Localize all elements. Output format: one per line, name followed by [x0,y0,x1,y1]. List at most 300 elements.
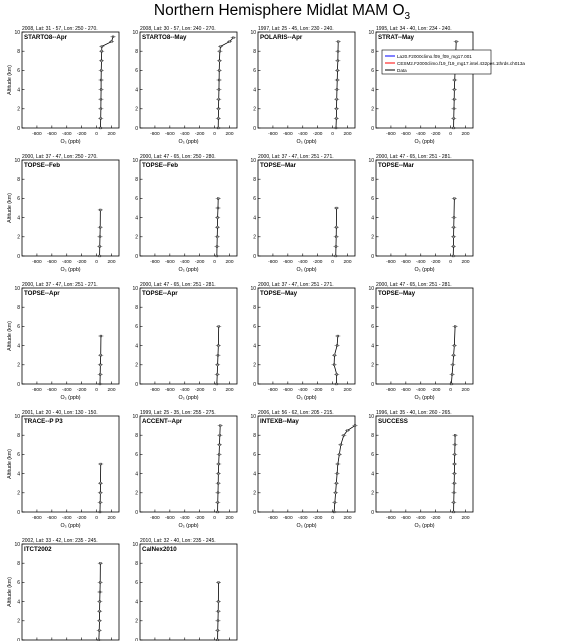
x-tick-label: 0 [95,132,98,137]
y-tick-label: 6 [371,324,374,331]
y-tick-label: 6 [17,452,20,459]
plot-frame [258,32,355,128]
x-tick-label: 200 [225,260,234,265]
y-tick-label: 10 [368,285,374,292]
chart-panel-5 [7,154,119,273]
x-tick-label: -200 [430,132,441,137]
campaign-label: TOPSE--Mar [260,162,296,169]
x-tick-label: -200 [312,132,323,137]
chart-panel-13 [7,410,119,529]
x-tick-label: -200 [76,388,87,393]
legend-entry: La20.F2000climo.f09_f09_mg17.001 [397,53,472,59]
x-tick-label: 200 [343,132,352,137]
y-tick-label: 10 [132,541,138,548]
x-axis-label: O₃ (ppb) [296,395,317,401]
chart-panel-6 [132,154,237,273]
x-tick-label: -200 [194,516,205,521]
chart-panel-8 [368,154,473,273]
campaign-label: POLARIS--Apr [260,34,303,41]
y-tick-label: 6 [135,452,138,459]
x-axis-label: O₃ (ppb) [414,139,435,145]
y-tick-label: 0 [135,253,138,260]
y-tick-label: 10 [132,29,138,36]
y-tick-label: 2 [135,490,138,497]
panel-header: 2008, Lat: 31 - 57, Lon: 250 - 270. [22,26,98,32]
y-tick-label: 2 [17,234,20,241]
y-tick-label: 6 [17,196,20,203]
y-tick-label: 6 [253,324,256,331]
campaign-label: CalNex2010 [142,546,177,553]
y-tick-label: 8 [371,177,374,183]
panel-header: 2000, Lat: 47 - 65, Lon: 250 - 280. [140,154,216,160]
y-tick-label: 0 [371,253,374,260]
panel-header: 2000, Lat: 37 - 47, Lon: 250 - 270. [22,154,98,160]
plot-frame [376,160,473,256]
x-axis-label: O₃ (ppb) [414,395,435,401]
x-tick-label: 0 [95,516,98,521]
x-tick-label: -800 [150,132,160,137]
x-tick-label: -800 [32,388,42,393]
x-axis-label: O₃ (ppb) [60,267,81,273]
x-tick-label: -800 [268,132,278,137]
y-tick-label: 4 [17,471,20,478]
campaign-label: INTEXB--May [260,418,299,425]
y-tick-label: 6 [135,580,138,587]
x-tick-label: -400 [297,132,308,137]
x-tick-label: -800 [150,388,160,393]
x-tick-label: 200 [107,132,116,137]
x-tick-label: 200 [343,388,352,393]
panel-header: 2000, Lat: 37 - 47, Lon: 251 - 271. [258,282,334,288]
panel-header: 2006, Lat: 56 - 62, Lon: 205 - 215. [258,410,334,416]
y-tick-label: 8 [17,433,20,439]
campaign-label: STRAT--May [378,34,414,41]
panel-header: 2000, Lat: 47 - 65, Lon: 251 - 281. [376,282,452,288]
y-tick-label: 4 [135,471,138,478]
x-tick-label: 0 [213,260,216,265]
y-tick-label: 4 [135,599,138,606]
y-tick-label: 6 [371,68,374,75]
x-tick-label: -400 [415,388,426,393]
x-tick-label: -600 [283,132,293,137]
y-tick-label: 8 [371,49,374,55]
plot-frame [22,544,119,640]
legend [382,50,525,74]
y-tick-label: 8 [135,305,138,311]
x-tick-label: -400 [179,132,190,137]
campaign-label: TOPSE--Feb [142,162,178,169]
x-tick-label: -400 [61,260,72,265]
panel-header: 1999, Lat: 25 - 35, Lon: 255 - 275. [140,410,216,416]
x-tick-label: 200 [225,388,234,393]
y-tick-label: 8 [135,177,138,183]
campaign-label: TOPSE--May [378,290,416,297]
chart-panel-4 [368,26,473,145]
x-tick-label: 200 [461,516,470,521]
chart-panel-12 [368,282,473,401]
y-tick-label: 6 [17,580,20,587]
x-axis-label: O₃ (ppb) [60,139,81,145]
y-tick-label: 0 [17,125,20,132]
plot-frame [376,288,473,384]
x-tick-label: 200 [461,132,470,137]
y-tick-label: 4 [253,87,256,94]
y-axis-label: Altitude (km) [7,577,13,607]
x-tick-label: 0 [449,260,452,265]
x-tick-label: 0 [331,516,334,521]
y-tick-label: 0 [371,125,374,132]
y-tick-label: 6 [253,196,256,203]
y-tick-label: 4 [135,87,138,94]
y-tick-label: 2 [17,362,20,369]
y-tick-label: 10 [368,29,374,36]
x-tick-label: 0 [331,388,334,393]
x-tick-label: -400 [297,516,308,521]
x-axis-label: O₃ (ppb) [296,267,317,273]
y-axis-label: Altitude (km) [7,321,13,351]
y-tick-label: 8 [135,561,138,567]
chart-panel-10 [132,282,237,401]
y-tick-label: 0 [371,509,374,516]
y-tick-label: 8 [17,305,20,311]
campaign-label: TOPSE--Mar [378,162,414,169]
y-tick-label: 6 [371,196,374,203]
plot-frame [258,416,355,512]
y-tick-label: 6 [135,324,138,331]
panel-header: 1996, Lat: 35 - 40, Lon: 260 - 265. [376,410,452,416]
y-tick-label: 0 [135,637,138,641]
x-tick-label: -600 [165,132,175,137]
y-tick-label: 2 [253,362,256,369]
x-tick-label: -600 [165,260,175,265]
x-tick-label: -400 [297,388,308,393]
y-tick-label: 2 [371,106,374,113]
x-axis-label: O₃ (ppb) [178,523,199,529]
x-tick-label: -600 [47,132,57,137]
plot-frame [376,416,473,512]
plot-frame [140,288,237,384]
y-tick-label: 8 [17,177,20,183]
x-tick-label: -400 [415,516,426,521]
x-tick-label: -800 [150,260,160,265]
plot-frame [140,160,237,256]
campaign-label: STARTO8--Apr [24,34,68,41]
x-tick-label: -400 [179,516,190,521]
y-tick-label: 4 [253,343,256,350]
chart-panel-7 [250,154,355,273]
panel-header: 1997, Lat: 25 - 45, Lon: 230 - 240. [258,26,334,32]
y-tick-label: 10 [14,29,20,36]
y-tick-label: 6 [371,452,374,459]
y-tick-label: 10 [250,413,256,420]
y-tick-label: 2 [253,490,256,497]
x-tick-label: 0 [449,388,452,393]
x-tick-label: 0 [331,132,334,137]
x-tick-label: -800 [150,516,160,521]
y-tick-label: 6 [17,68,20,75]
y-tick-label: 4 [253,471,256,478]
y-tick-label: 4 [253,215,256,222]
y-tick-label: 0 [135,381,138,388]
x-tick-label: 200 [107,260,116,265]
y-tick-label: 2 [135,618,138,625]
x-axis-label: O₃ (ppb) [414,523,435,529]
x-tick-label: 200 [461,260,470,265]
plot-frame [140,544,237,640]
y-tick-label: 4 [17,343,20,350]
plot-frame [22,32,119,128]
x-axis-label: O₃ (ppb) [178,267,199,273]
y-tick-label: 0 [253,381,256,388]
y-tick-label: 2 [371,362,374,369]
y-tick-label: 8 [253,305,256,311]
x-tick-label: -600 [283,388,293,393]
plot-frame [140,416,237,512]
panel-header: 2000, Lat: 37 - 47, Lon: 251 - 271. [22,282,98,288]
y-tick-label: 2 [253,106,256,113]
y-tick-label: 6 [135,68,138,75]
x-tick-label: 0 [449,132,452,137]
y-tick-label: 10 [368,157,374,164]
x-tick-label: 0 [213,132,216,137]
chart-panel-16 [368,410,473,529]
y-tick-label: 2 [17,618,20,625]
y-tick-label: 8 [371,305,374,311]
legend-entry: CESM2.F2000climo.f19_f19_mg17.intel.432pes.1thrds.ch013a [397,60,525,66]
campaign-label: SUCCESS [378,418,408,425]
x-tick-label: -600 [165,388,175,393]
plot-frame [258,160,355,256]
campaign-label: STARTO8--May [142,34,187,41]
x-tick-label: -800 [268,388,278,393]
campaign-label: TOPSE--Apr [24,290,60,297]
campaign-label: TOPSE--Apr [142,290,178,297]
campaign-label: ITCT2002 [24,546,52,553]
chart-panel-3 [250,26,355,145]
x-tick-label: -400 [297,260,308,265]
y-tick-label: 6 [135,196,138,203]
y-tick-label: 4 [135,215,138,222]
campaign-label: TOPSE--Feb [24,162,60,169]
campaign-label: TOPSE--May [260,290,298,297]
chart-panel-18 [132,538,237,641]
x-axis-label: O₃ (ppb) [178,395,199,401]
panel-header: 2010, Lat: 32 - 40, Lon: 235 - 245. [140,538,216,544]
plot-frame [22,160,119,256]
x-tick-label: -200 [194,132,205,137]
chart-panel-17 [7,538,119,641]
x-tick-label: -200 [312,516,323,521]
y-axis-label: Altitude (km) [7,193,13,223]
x-tick-label: -200 [194,260,205,265]
chart-panel-9 [7,282,119,401]
y-tick-label: 4 [17,599,20,606]
campaign-label: TRACE--P P3 [24,418,63,425]
panel-header: 2002, Lat: 33 - 42, Lon: 235 - 245. [22,538,98,544]
y-tick-label: 0 [135,509,138,516]
x-tick-label: 0 [213,388,216,393]
y-axis-label: Altitude (km) [7,65,13,95]
plot-frame [22,288,119,384]
plot-frame [22,416,119,512]
x-tick-label: -400 [179,260,190,265]
panel-header: 2000, Lat: 47 - 65, Lon: 251 - 281. [376,154,452,160]
y-axis-label: Altitude (km) [7,449,13,479]
y-tick-label: 2 [253,234,256,241]
x-tick-label: -600 [165,516,175,521]
y-tick-label: 0 [253,509,256,516]
y-tick-label: 8 [17,49,20,55]
y-tick-label: 10 [14,285,20,292]
y-tick-label: 10 [132,413,138,420]
y-tick-label: 6 [253,452,256,459]
x-tick-label: -600 [283,516,293,521]
y-tick-label: 2 [17,106,20,113]
x-tick-label: 200 [107,516,116,521]
chart-panel-14 [132,410,237,529]
y-tick-label: 10 [250,29,256,36]
y-tick-label: 10 [250,157,256,164]
x-tick-label: -200 [430,516,441,521]
x-tick-label: -800 [386,132,396,137]
y-tick-label: 0 [17,637,20,641]
y-tick-label: 4 [135,343,138,350]
y-tick-label: 0 [17,381,20,388]
y-tick-label: 2 [17,490,20,497]
y-tick-label: 0 [371,381,374,388]
x-tick-label: -400 [61,132,72,137]
x-tick-label: 0 [213,516,216,521]
x-tick-label: -200 [76,132,87,137]
y-tick-label: 2 [371,234,374,241]
chart-panel-15 [250,410,357,529]
y-tick-label: 4 [17,215,20,222]
x-tick-label: -800 [386,516,396,521]
x-tick-label: -600 [401,260,411,265]
y-tick-label: 10 [250,285,256,292]
x-axis-label: O₃ (ppb) [296,523,317,529]
x-tick-label: -200 [312,260,323,265]
x-tick-label: -400 [415,260,426,265]
x-tick-label: 0 [95,388,98,393]
y-tick-label: 10 [132,157,138,164]
y-tick-label: 4 [371,215,374,222]
y-tick-label: 8 [17,561,20,567]
x-axis-label: O₃ (ppb) [60,523,81,529]
x-tick-label: 200 [343,516,352,521]
x-tick-label: 0 [449,516,452,521]
chart-panel-2 [132,26,237,145]
x-axis-label: O₃ (ppb) [414,267,435,273]
x-tick-label: 200 [461,388,470,393]
y-tick-label: 4 [17,87,20,94]
x-tick-label: 0 [95,260,98,265]
x-tick-label: -800 [386,260,396,265]
x-axis-label: O₃ (ppb) [178,139,199,145]
x-tick-label: -600 [47,516,57,521]
plot-frame [376,32,473,128]
campaign-label: ACCENT--Apr [142,418,183,425]
y-tick-label: 0 [253,253,256,260]
y-tick-label: 10 [14,157,20,164]
x-tick-label: -400 [61,388,72,393]
panel-header: 2000, Lat: 37 - 47, Lon: 251 - 271. [258,154,334,160]
x-tick-label: -200 [430,260,441,265]
y-tick-label: 0 [17,509,20,516]
panel-header: 1995, Lat: 34 - 40, Lon: 234 - 240. [376,26,452,32]
x-tick-label: -600 [401,388,411,393]
x-tick-label: 200 [225,516,234,521]
y-tick-label: 10 [132,285,138,292]
x-tick-label: -800 [32,260,42,265]
y-tick-label: 8 [135,49,138,55]
x-tick-label: -800 [32,516,42,521]
panel-header: 2000, Lat: 47 - 65, Lon: 251 - 281. [140,282,216,288]
y-tick-label: 6 [17,324,20,331]
x-tick-label: -800 [268,260,278,265]
panel-header: 2001, Lat: 20 - 40, Lon: 130 - 150. [22,410,98,416]
y-tick-label: 10 [368,413,374,420]
chart-panel-11 [250,282,355,401]
x-tick-label: -800 [32,132,42,137]
y-tick-label: 8 [253,49,256,55]
y-tick-label: 2 [135,106,138,113]
x-tick-label: -200 [76,260,87,265]
x-tick-label: -600 [401,132,411,137]
y-tick-label: 4 [371,87,374,94]
x-axis-label: O₃ (ppb) [60,395,81,401]
y-tick-label: 4 [371,471,374,478]
plot-frame [258,288,355,384]
y-tick-label: 8 [253,433,256,439]
y-tick-label: 8 [371,433,374,439]
chart-panel-1 [7,26,119,145]
x-tick-label: -200 [312,388,323,393]
y-tick-label: 10 [14,541,20,548]
x-tick-label: -600 [283,260,293,265]
x-tick-label: -600 [47,260,57,265]
x-axis-label: O₃ (ppb) [296,139,317,145]
x-tick-label: 200 [343,260,352,265]
x-tick-label: -400 [179,388,190,393]
x-tick-label: 0 [331,260,334,265]
x-tick-label: -400 [61,516,72,521]
y-tick-label: 4 [371,343,374,350]
x-tick-label: -800 [268,516,278,521]
y-tick-label: 6 [253,68,256,75]
x-tick-label: 200 [107,388,116,393]
panel-header: 2008, Lat: 30 - 57, Lon: 240 - 270. [140,26,216,32]
x-tick-label: -200 [76,516,87,521]
x-tick-label: -400 [415,132,426,137]
y-tick-label: 0 [17,253,20,260]
y-tick-label: 2 [371,490,374,497]
y-tick-label: 2 [135,362,138,369]
legend-entry: Data [397,67,407,73]
x-tick-label: -200 [430,388,441,393]
y-tick-label: 0 [253,125,256,132]
y-tick-label: 0 [135,125,138,132]
x-tick-label: 200 [225,132,234,137]
y-tick-label: 10 [14,413,20,420]
x-tick-label: -200 [194,388,205,393]
x-tick-label: -800 [386,388,396,393]
x-tick-label: -600 [401,516,411,521]
y-tick-label: 8 [135,433,138,439]
y-tick-label: 2 [135,234,138,241]
x-tick-label: -600 [47,388,57,393]
figure-title: Northern Hemisphere Midlat MAM $O_3$ [153,2,411,23]
